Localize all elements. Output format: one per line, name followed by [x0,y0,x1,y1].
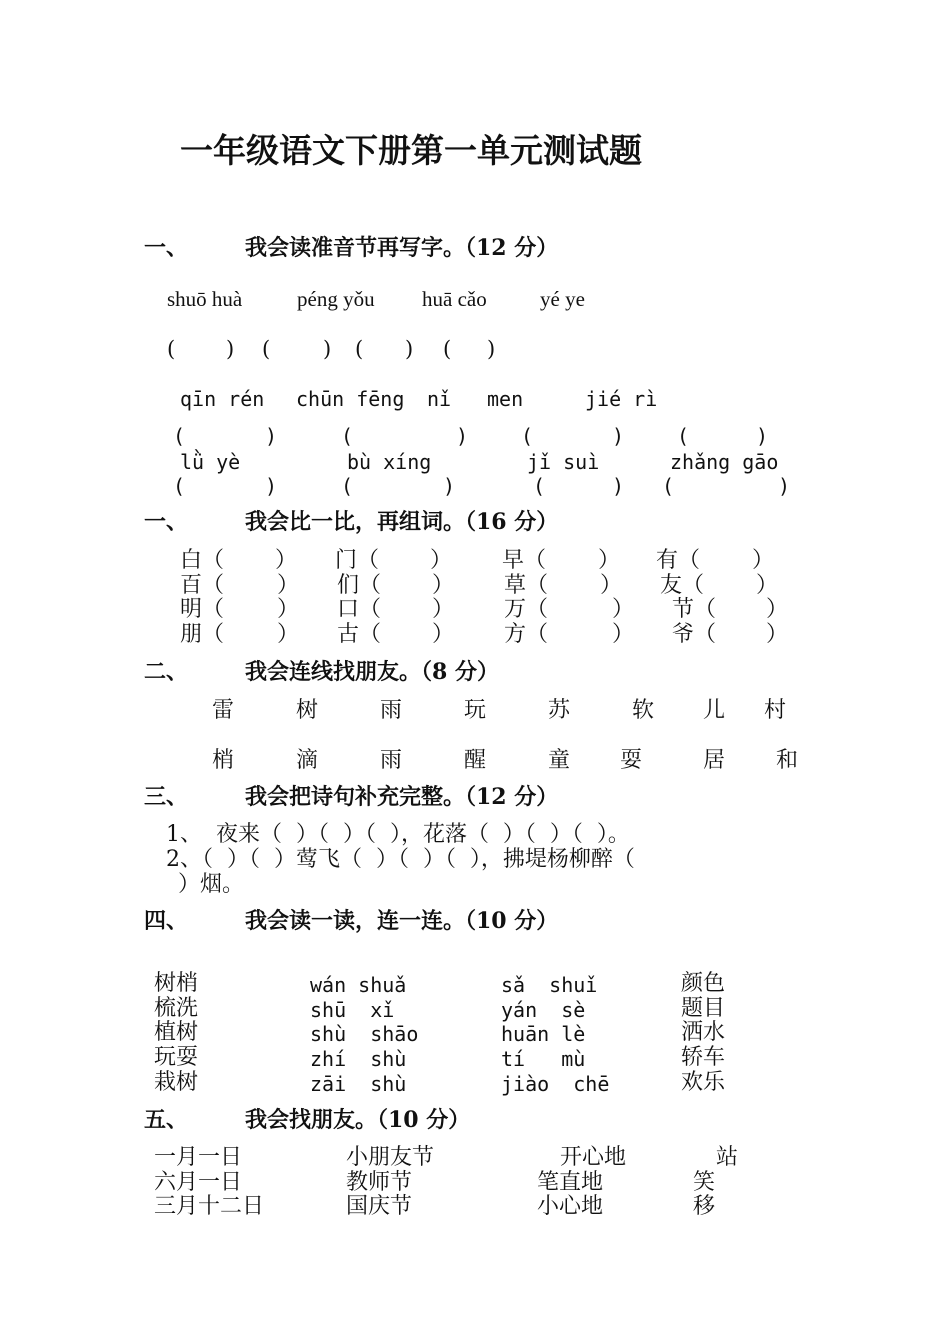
match-char-bottom[interactable]: 童 [548,748,571,773]
char-paren-close: ） [277,573,300,598]
answer-paren-open[interactable]: ( [533,474,546,498]
pinyin-item: chūn fēng [296,387,405,411]
char-paren-close: ） [752,548,775,573]
char-item[interactable]: 早（ [502,548,547,573]
match-char-bottom[interactable]: 醒 [464,748,487,773]
answer-paren-open[interactable]: ( [341,474,354,498]
char-paren-close: ） [277,597,300,622]
char-paren-close: ） [277,622,300,647]
answer-paren-close: ) [756,424,769,448]
pinyin-item: lǜ yè [180,450,241,474]
word-item[interactable]: 栽树 [154,1070,199,1095]
pinyin-item: yé ye [540,287,585,311]
pinyin-item: zhǎng gāo [670,450,779,474]
word-item[interactable]: 梳洗 [154,996,199,1021]
pinyin-item[interactable]: yán sè [501,998,586,1022]
section-title: 我会比一比，再组词。（16 分） [245,509,559,535]
word-item[interactable]: 六月一日 [154,1170,243,1195]
section-number: 一、 [144,509,189,535]
poem-line[interactable]: 2、（ ）（ ）莺飞（ ）（ ）（ ），拂堤杨柳醉（ [166,847,635,872]
answer-paren-open[interactable]: ( [355,337,364,361]
word-item[interactable]: 国庆节 [346,1194,413,1219]
pinyin-item[interactable]: sǎ shuǐ [501,973,598,997]
match-char-bottom[interactable]: 和 [776,748,799,773]
pinyin-item[interactable]: tí mù [501,1047,586,1071]
answer-paren-close: ) [778,474,791,498]
answer-paren-open[interactable]: ( [677,424,690,448]
match-char-top[interactable]: 雨 [380,698,403,723]
word-item[interactable]: 教师节 [346,1170,413,1195]
answer-paren-open[interactable]: ( [173,474,186,498]
char-paren-close: ） [766,622,789,647]
answer-paren-close: ) [265,474,278,498]
answer-paren-close: ) [487,337,496,361]
word-item[interactable]: 树梢 [154,971,199,996]
section-number: 五、 [144,1107,189,1133]
char-paren-close: ） [598,548,621,573]
char-paren-close: ） [432,597,455,622]
word-item[interactable]: 移 [693,1194,716,1219]
poem-line[interactable]: 1、 夜来（ ）（ ）（ ），花落（ ）（ ）（ ）。 [166,822,630,847]
word-item[interactable]: 玩耍 [154,1045,199,1070]
char-paren-close: ） [432,622,455,647]
section-number: 三、 [144,784,189,810]
answer-paren-close: ) [265,424,278,448]
match-char-top[interactable]: 树 [296,698,319,723]
pinyin-item[interactable]: zāi shù [310,1072,407,1096]
word-item[interactable]: 三月十二日 [154,1194,265,1219]
word-item[interactable]: 站 [716,1145,739,1170]
match-char-bottom[interactable]: 雨 [380,748,403,773]
match-char-top[interactable]: 儿 [703,698,726,723]
section-number: 一、 [144,235,189,261]
word-item[interactable]: 笑 [693,1170,716,1195]
answer-paren-close: ) [612,424,625,448]
word-item[interactable]: 一月一日 [154,1145,243,1170]
section-title: 我会读准音节再写字。（12 分） [245,235,559,261]
char-item[interactable]: 朋（ [180,622,225,647]
answer-paren-open[interactable]: ( [662,474,675,498]
word-item[interactable]: 笔直地 [537,1170,604,1195]
char-paren-close: ） [612,622,635,647]
pinyin-item[interactable]: shù shāo [310,1022,419,1046]
char-item[interactable]: 明（ [180,597,225,622]
word-item[interactable]: 开心地 [560,1145,627,1170]
answer-paren-open[interactable]: ( [173,424,186,448]
match-char-bottom[interactable]: 滴 [296,748,319,773]
char-paren-close: ） [612,597,635,622]
word-item[interactable]: 洒水 [681,1020,726,1045]
page-title: 一年级语文下册第一单元测试题 [180,131,642,170]
pinyin-item[interactable]: zhí shù [310,1047,407,1071]
char-item[interactable]: 有（ [656,548,701,573]
char-item[interactable]: 草（ [504,573,549,598]
match-char-top[interactable]: 玩 [464,698,487,723]
pinyin-item[interactable]: shū xǐ [310,998,395,1022]
word-item[interactable]: 欢乐 [681,1070,726,1095]
word-item[interactable]: 轿车 [681,1045,726,1070]
section-title: 我会找朋友。（10 分） [245,1107,471,1133]
match-char-top[interactable]: 雷 [212,698,235,723]
char-paren-close: ） [432,573,455,598]
answer-paren-open[interactable]: ( [443,337,452,361]
char-paren-close: ） [430,548,453,573]
char-item[interactable]: 百（ [180,573,225,598]
answer-paren-close: ) [456,424,469,448]
match-char-bottom[interactable]: 梢 [212,748,235,773]
answer-paren-close: ) [443,474,456,498]
answer-paren-open[interactable]: ( [521,424,534,448]
char-item[interactable]: 爷（ [672,622,717,647]
answer-paren-open[interactable]: ( [167,337,176,361]
match-char-bottom[interactable]: 居 [703,748,726,773]
char-paren-close: ） [275,548,298,573]
pinyin-item: men [487,387,524,411]
answer-paren-close: ) [226,337,235,361]
char-item[interactable]: 方（ [504,622,549,647]
match-char-top[interactable]: 苏 [548,698,571,723]
section-number: 二、 [144,659,189,685]
char-item[interactable]: 白（ [180,548,225,573]
pinyin-item[interactable]: huān lè [501,1022,586,1046]
pinyin-item: nǐ [427,387,452,411]
pinyin-item: jié rì [585,387,658,411]
answer-paren-close: ) [612,474,625,498]
pinyin-item[interactable]: jiào chē [501,1072,610,1096]
word-item[interactable]: 小朋友节 [346,1145,435,1170]
pinyin-item[interactable]: wán shuǎ [310,973,407,997]
char-item[interactable]: 们（ [337,573,382,598]
pinyin-item: bù xíng [347,450,432,474]
answer-paren-open[interactable]: ( [341,424,354,448]
char-item[interactable]: 节（ [672,597,717,622]
answer-paren-close: ) [405,337,414,361]
char-item[interactable]: 古（ [337,622,382,647]
match-char-top[interactable]: 软 [632,698,655,723]
pinyin-item: jǐ suì [527,450,600,474]
pinyin-item: huā cǎo [422,287,487,311]
section-title: 我会连线找朋友。（8 分） [245,659,499,685]
char-item[interactable]: 门（ [335,548,380,573]
match-char-top[interactable]: 村 [764,698,787,723]
poem-line[interactable]: ）烟。 [178,872,245,897]
section-title: 我会把诗句补充完整。（12 分） [245,784,559,810]
word-item[interactable]: 小心地 [537,1194,604,1219]
match-char-bottom[interactable]: 耍 [620,748,643,773]
section-title: 我会读一读，连一连。（10 分） [245,908,559,934]
char-paren-close: ） [756,573,779,598]
word-item[interactable]: 题目 [681,996,726,1021]
char-item[interactable]: 口（ [337,597,382,622]
pinyin-item: shuō huà [167,287,243,311]
section-number: 四、 [144,908,189,934]
word-item[interactable]: 植树 [154,1020,199,1045]
char-paren-close: ） [600,573,623,598]
char-item[interactable]: 万（ [504,597,549,622]
answer-paren-open[interactable]: ( [262,337,271,361]
pinyin-item: péng yǒu [297,287,375,311]
char-paren-close: ） [766,597,789,622]
char-item[interactable]: 友（ [660,573,705,598]
answer-paren-close: ) [323,337,332,361]
pinyin-item: qīn rén [180,387,265,411]
word-item[interactable]: 颜色 [681,971,726,996]
